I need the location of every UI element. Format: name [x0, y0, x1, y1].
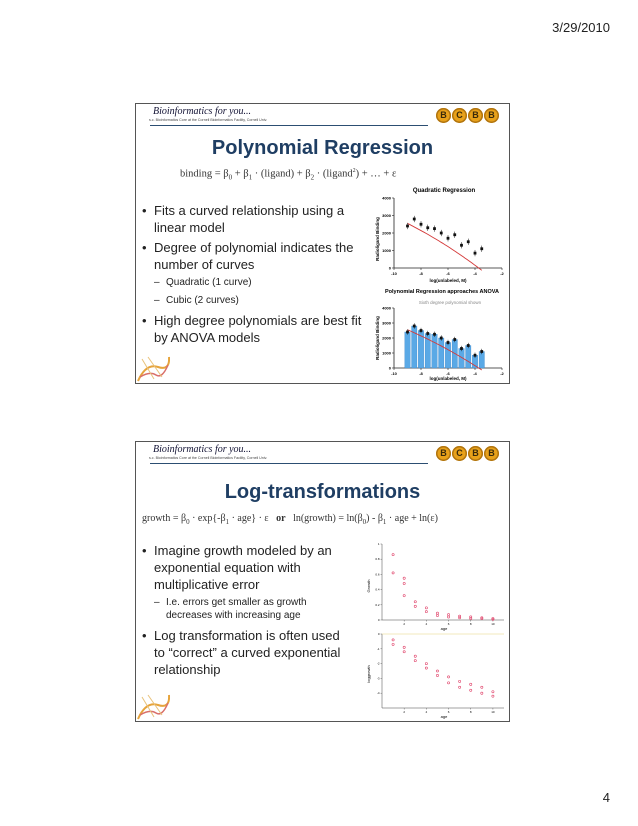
x-tick-label: -2	[500, 271, 504, 276]
data-point	[481, 692, 483, 694]
data-point	[392, 643, 394, 645]
y-axis-label: loggrowth	[366, 665, 371, 683]
polynomial-anova-chart	[370, 286, 508, 382]
data-point	[440, 232, 443, 235]
slide-header	[136, 104, 509, 128]
x-tick-label: -6	[446, 371, 450, 376]
data-point	[414, 601, 416, 603]
brand-subtitle: s.c. Bioinformatics Core at the Cornell Bioinformatics Facility, Cornell Univ.	[149, 118, 268, 122]
x-tick-label: -6	[446, 271, 450, 276]
data-point	[447, 676, 449, 678]
y-tick-label: -2	[376, 661, 380, 666]
y-tick-label: 2000	[382, 335, 391, 341]
logo-letter: B	[484, 108, 499, 123]
sub-bullet-item: – Cubic (2 curves)	[140, 294, 366, 307]
data-point	[474, 354, 477, 357]
data-point	[425, 667, 427, 669]
data-point	[474, 252, 477, 255]
data-point	[425, 663, 427, 665]
slide-title: Log-transformations	[224, 481, 421, 503]
data-point	[459, 617, 461, 619]
brand-title: Bioinformatics for you...	[153, 444, 252, 455]
data-point	[447, 682, 449, 684]
y-tick-label: 0.8	[375, 557, 380, 562]
bar	[445, 343, 450, 369]
data-point	[453, 233, 456, 236]
x-tick-label: 6	[447, 710, 450, 714]
sub-bullet-item: – I.e. errors get smaller as growth decreases with increasing age	[140, 596, 352, 622]
page-number: 4	[602, 790, 610, 805]
y-tick-label: 2000	[382, 230, 391, 236]
bcbb-logo	[435, 108, 499, 123]
x-axis-label: log(unlabeled, M)	[429, 376, 467, 381]
bar	[405, 332, 410, 368]
bullet-item: • High degree polynomials are best fit by ANOVA models	[140, 312, 366, 346]
x-tick-label: -8	[419, 271, 423, 276]
data-point	[436, 614, 438, 616]
bioinformatics-decoration-image	[136, 353, 170, 383]
data-point	[453, 338, 456, 341]
logo-letter: C	[452, 108, 467, 123]
data-point	[414, 655, 416, 657]
data-point	[403, 646, 405, 648]
x-axis-label: age	[440, 714, 448, 719]
y-tick-label: -1	[376, 646, 380, 651]
x-tick-label: -10	[391, 271, 397, 276]
sub-bullet-item: – Quadratic (1 curve)	[140, 276, 366, 289]
slide-log-transformations	[135, 441, 510, 722]
data-point	[436, 670, 438, 672]
data-point	[447, 237, 450, 240]
y-tick-label: 3000	[382, 213, 391, 218]
bullet-list	[140, 542, 352, 681]
x-tick-label: 6	[447, 622, 450, 626]
data-point	[426, 332, 429, 335]
fit-curve	[408, 223, 482, 270]
data-point	[460, 244, 463, 247]
bullet-list	[140, 202, 366, 349]
header-date: 3/29/2010	[552, 20, 610, 35]
slide-title: Polynomial Regression	[211, 137, 434, 159]
x-axis-label: log(unlabeled, M)	[429, 278, 467, 283]
y-tick-label: 0.6	[375, 572, 380, 577]
y-axis-label: Radioligand Binding	[375, 316, 380, 360]
growth-equation: growth = $\beta_0 \cdot \exp\{-\beta_1 \cdot age\} \cdot \varepsilon$ or ln(growth) = $\ln(\beta_0) - \beta_1$ · age + ln(ε)	[142, 513, 438, 526]
data-point	[433, 333, 436, 336]
y-tick-label: 0.2	[375, 602, 380, 607]
logo-letter: B	[436, 108, 451, 123]
bioinformatics-decoration-image	[136, 691, 170, 721]
bullet-item: • Fits a curved relationship using a linear model	[140, 202, 366, 236]
data-point	[420, 329, 423, 332]
x-tick-label: -2	[500, 371, 504, 376]
data-point	[480, 350, 483, 353]
chart-subtitle: Sixth degree polynomial shown	[418, 300, 482, 305]
data-point	[447, 341, 450, 344]
x-tick-label: 8	[469, 622, 472, 626]
data-point	[440, 337, 443, 340]
data-point	[425, 607, 427, 609]
x-tick-label: 10	[491, 622, 495, 626]
growth-scatter-chart	[364, 538, 508, 632]
regression-equation: binding = $\beta_0 + \beta_1$ · (ligand) + $\beta_2$ · (ligand$^2$) + … + ε	[180, 168, 397, 182]
data-point	[403, 582, 405, 584]
logo-letter: B	[436, 446, 451, 461]
data-point	[436, 612, 438, 614]
y-tick-label: 0	[388, 265, 391, 271]
data-point	[460, 347, 463, 350]
data-point	[392, 554, 394, 556]
logo-letter: C	[452, 446, 467, 461]
data-point	[480, 247, 483, 250]
y-tick-label: 4000	[382, 195, 391, 201]
data-point	[392, 572, 394, 574]
header-rule	[150, 125, 428, 126]
y-tick-label: 0.4	[375, 587, 380, 592]
x-axis-label: age	[440, 626, 448, 631]
data-point	[447, 614, 449, 616]
x-tick-label: 8	[469, 710, 472, 714]
bcbb-logo	[435, 446, 499, 461]
bullet-item: • Degree of polynomial indicates the number of curves	[140, 239, 366, 273]
data-point	[413, 325, 416, 328]
data-point	[403, 577, 405, 579]
x-tick-label: -8	[419, 371, 423, 376]
data-point	[470, 683, 472, 685]
data-point	[459, 680, 461, 682]
data-point	[470, 689, 472, 691]
y-tick-label: 3000	[382, 320, 391, 326]
data-point	[426, 226, 429, 229]
brand-title: Bioinformatics for you...	[153, 106, 252, 117]
x-tick-label: -4	[473, 271, 477, 276]
x-tick-label: 4	[425, 710, 428, 714]
data-point	[403, 651, 405, 653]
data-point	[447, 616, 449, 618]
quadratic-regression-chart	[370, 184, 508, 284]
logo-letter: B	[468, 446, 483, 461]
y-tick-label: 0	[377, 632, 380, 636]
chart-title: Polynomial Regression approaches ANOVA	[384, 289, 500, 295]
slide-polynomial-regression	[135, 103, 510, 384]
header-rule	[150, 463, 428, 464]
bullet-item: • Log transformation is often used to “correct” a curved exponential relationship	[140, 627, 352, 678]
y-tick-label: 1000	[382, 248, 391, 253]
data-point	[406, 331, 409, 334]
data-point	[492, 695, 494, 697]
data-point	[414, 605, 416, 607]
data-point	[413, 218, 416, 221]
logo-letter: B	[468, 108, 483, 123]
data-point	[414, 660, 416, 662]
bullet-item: • Imagine growth modeled by an exponential equation with multiplicative error	[140, 542, 352, 593]
data-point	[433, 227, 436, 230]
loggrowth-scatter-chart	[364, 630, 508, 720]
y-axis-label: Radioligand Binding	[375, 217, 380, 261]
y-tick-label: 1000	[382, 350, 391, 356]
data-point	[459, 686, 461, 688]
data-point	[467, 240, 470, 243]
data-point	[492, 691, 494, 693]
bar	[439, 338, 444, 368]
y-tick-label: 0	[377, 618, 380, 622]
y-tick-label: -4	[376, 691, 380, 696]
slide-header	[136, 442, 509, 466]
chart-title: Quadratic Regression	[412, 188, 476, 194]
data-point	[420, 223, 423, 226]
x-tick-label: -10	[391, 371, 397, 376]
x-tick-label: 2	[403, 710, 406, 714]
x-tick-label: 2	[403, 622, 406, 626]
brand-subtitle: s.c. Bioinformatics Core at the Cornell Bioinformatics Facility, Cornell Univ.	[149, 456, 268, 460]
data-point	[392, 639, 394, 641]
logo-letter: B	[484, 446, 499, 461]
y-axis-label: Growth	[366, 579, 371, 593]
data-point	[467, 344, 470, 347]
bar	[466, 346, 471, 369]
y-tick-label: 4000	[382, 305, 391, 311]
bar	[432, 334, 437, 368]
x-tick-label: -4	[473, 371, 477, 376]
data-point	[406, 225, 409, 228]
data-point	[436, 674, 438, 676]
x-tick-label: 4	[425, 622, 428, 626]
y-tick-label: 0	[388, 365, 391, 371]
data-point	[425, 611, 427, 613]
y-tick-label: -3	[376, 676, 380, 681]
data-point	[470, 617, 472, 619]
data-point	[481, 686, 483, 688]
x-tick-label: 10	[491, 710, 495, 714]
y-tick-label: 1	[377, 542, 380, 546]
data-point	[403, 595, 405, 597]
